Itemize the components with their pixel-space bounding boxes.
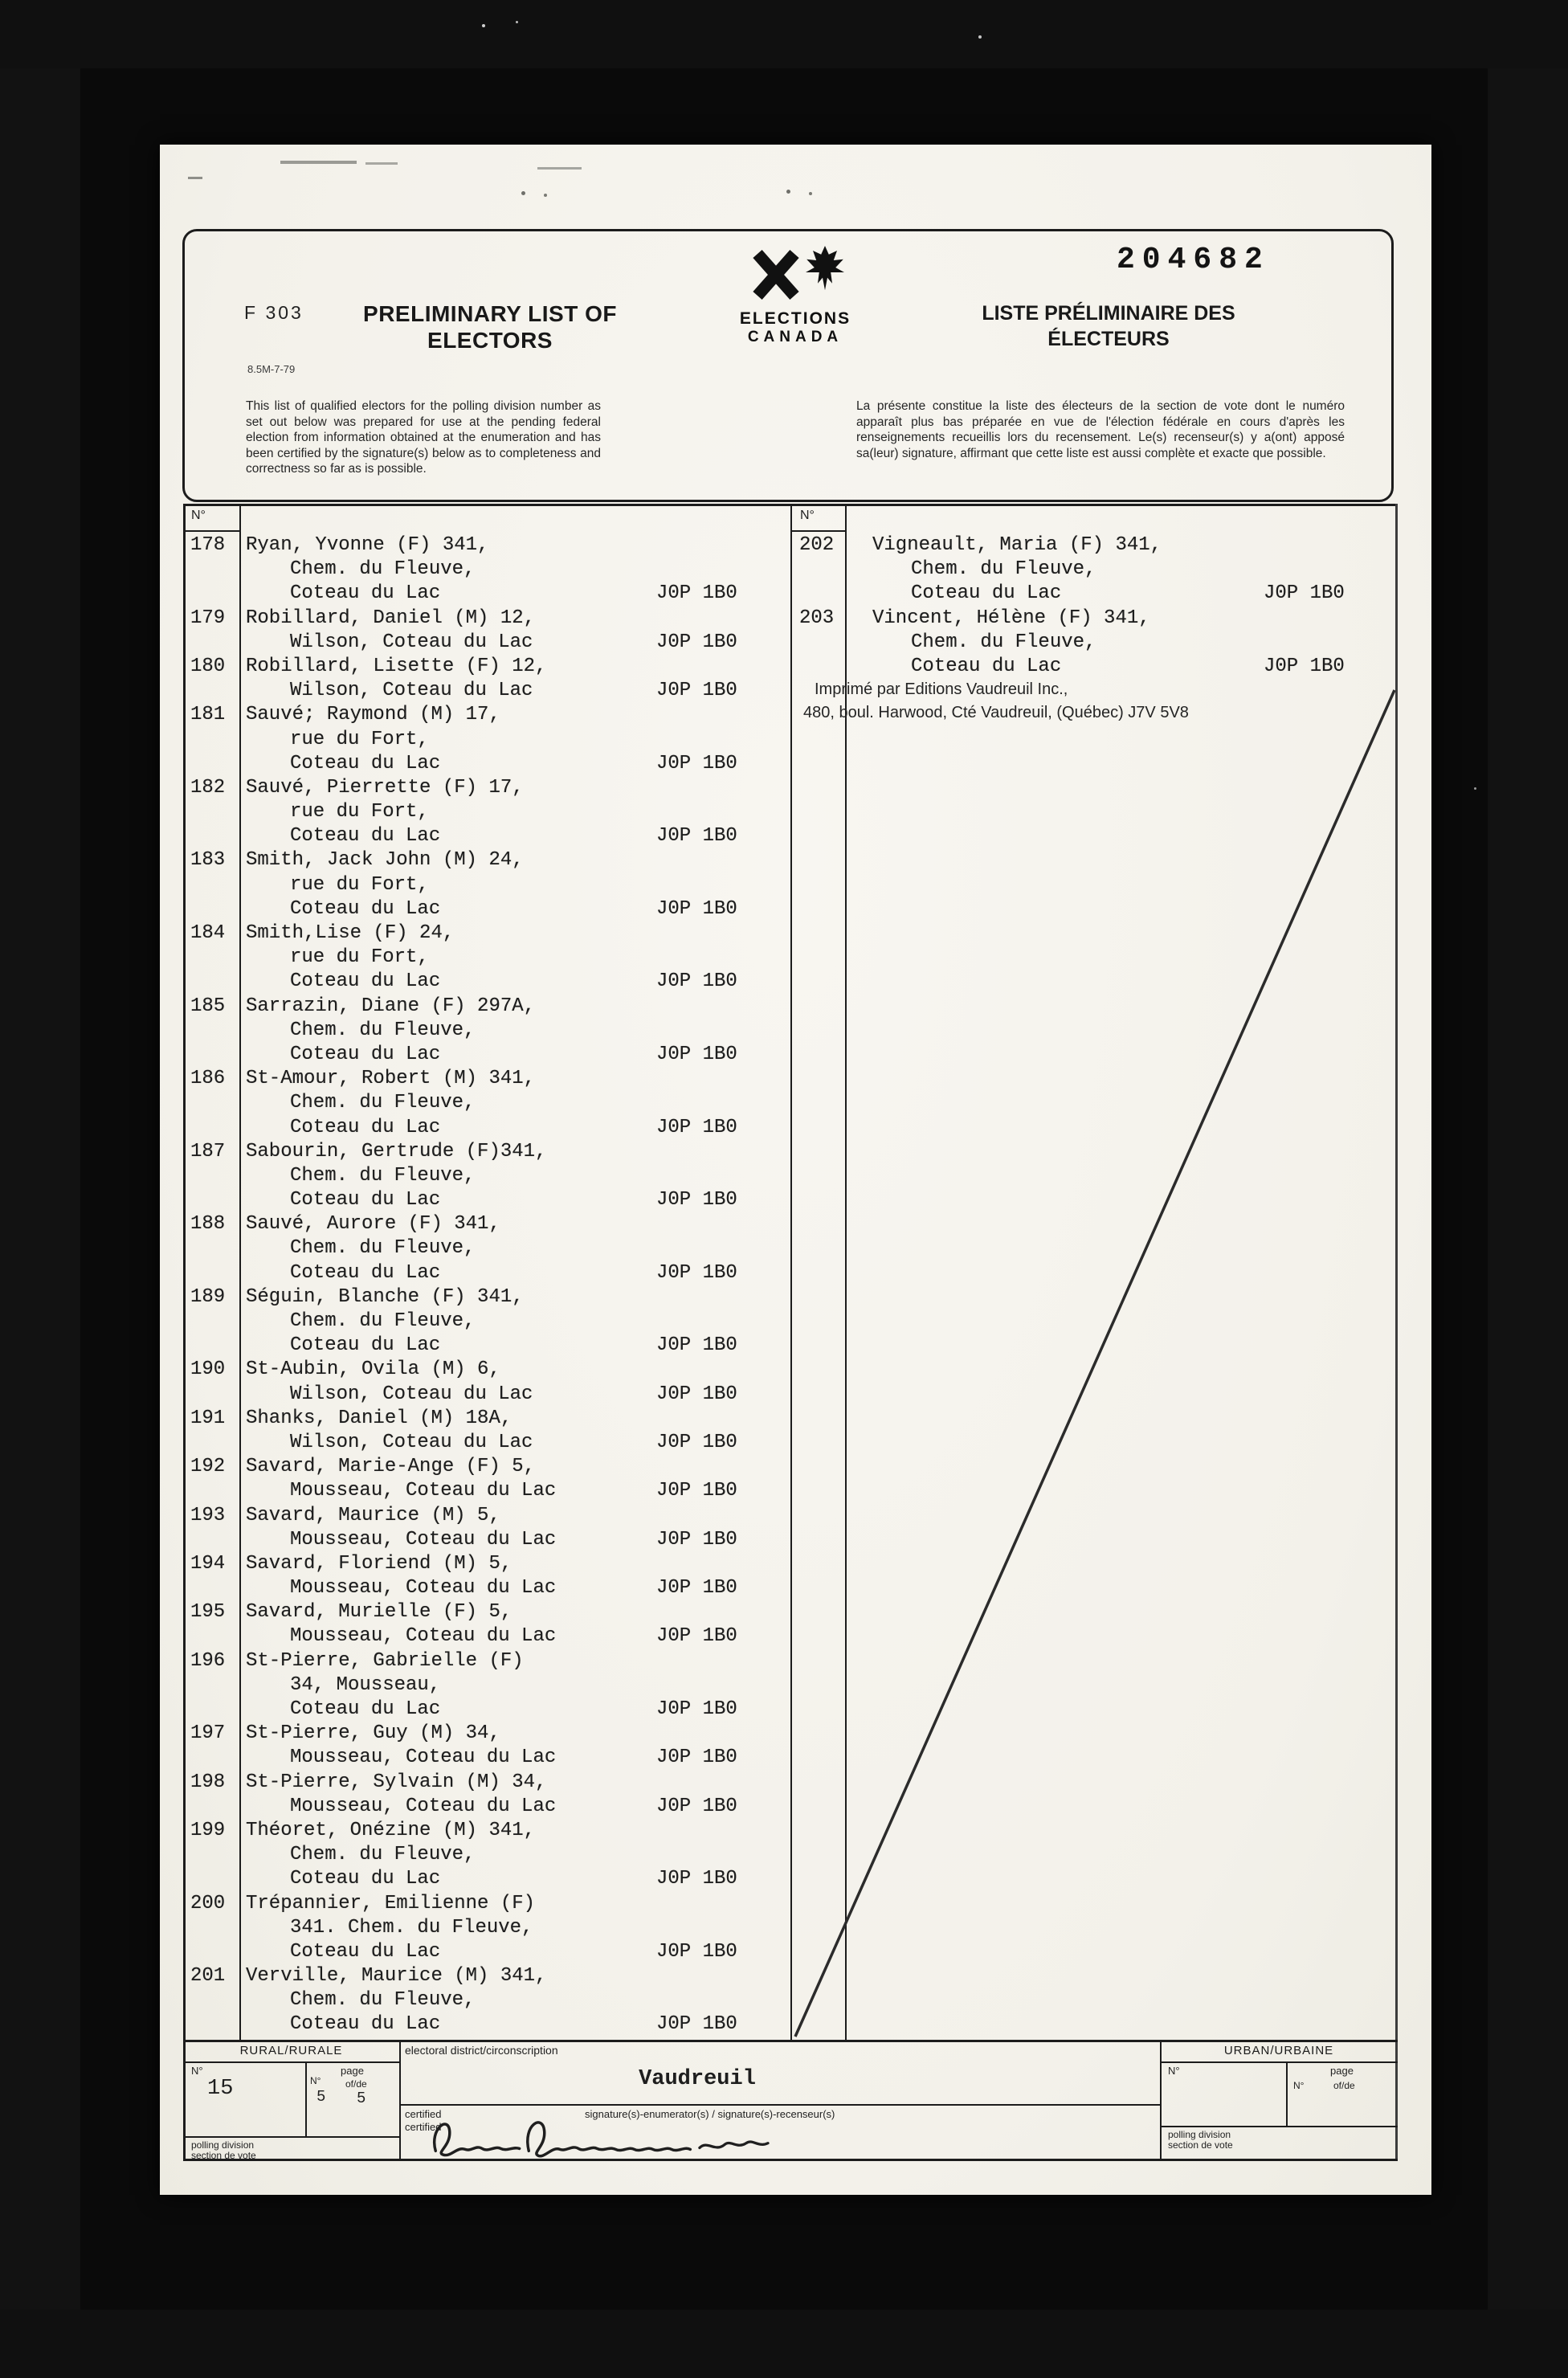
scan-speck [978, 35, 982, 39]
elector-name: St-Amour, Robert (M) 341, [246, 1068, 536, 1090]
elector-entry-line [183, 680, 790, 704]
elector-number: 186 [190, 1068, 226, 1090]
elector-entry [183, 1286, 790, 1359]
elector-number: 200 [190, 1892, 226, 1914]
elector-entry-line [183, 1553, 790, 1577]
elector-city: Mousseau, Coteau du Lac [290, 1747, 557, 1769]
elector-entry-line [183, 1893, 790, 1917]
rural-no-label: N° [191, 2065, 203, 2077]
elector-city: Coteau du Lac [290, 752, 441, 774]
title-french-line1: LISTE PRÉLIMINAIRE DES [982, 302, 1235, 325]
elector-city: Coteau du Lac [290, 1940, 441, 1963]
elector-entry-line [183, 1432, 790, 1456]
elector-entry-line [183, 1019, 790, 1044]
postal-code: J0P 1B0 [656, 1625, 737, 1648]
urban-page-label: page [1330, 2065, 1354, 2077]
electoral-district-value: Vaudreuil [639, 2067, 756, 2091]
elector-entry-line [183, 753, 790, 777]
postal-code: J0P 1B0 [656, 1431, 737, 1453]
elector-number: 179 [190, 607, 226, 629]
urban-polling-rule [1160, 2126, 1398, 2127]
elector-entry [183, 1650, 790, 1723]
postal-code: J0P 1B0 [656, 680, 737, 702]
elector-name: Savard, Murielle (F) 5, [246, 1601, 512, 1624]
scan-artifact-dash [365, 162, 398, 165]
electoral-district-label: electoral district/circonscription [405, 2044, 558, 2057]
elector-entry-line [183, 1334, 790, 1359]
postal-code: J0P 1B0 [656, 582, 737, 605]
elector-entry [183, 1722, 790, 1771]
elector-entry-line [183, 1408, 790, 1432]
scan-artifact-dash [188, 177, 202, 179]
elector-address: Chem. du Fleuve, [911, 558, 1096, 581]
elector-entry [183, 607, 790, 656]
elector-entry-line [183, 558, 790, 582]
number-column-rule-right [845, 504, 847, 2040]
elector-entry-line [183, 1747, 790, 1771]
table-right-rule [1395, 504, 1398, 2161]
elector-name: Verville, Maurice (M) 341, [246, 1965, 547, 1988]
scan-artifact-dash [280, 161, 357, 164]
elector-entry-line [183, 1092, 790, 1116]
elector-entry [183, 1505, 790, 1553]
elector-number: 195 [190, 1601, 226, 1624]
elector-number: 178 [190, 534, 226, 556]
elector-entry-line [183, 704, 790, 728]
elector-name: Sabourin, Gertrude (F)341, [246, 1140, 547, 1162]
urban-polling-division-label2: section de vote [1168, 2139, 1233, 2151]
elector-number: 180 [190, 655, 226, 677]
certified-label-1: certified [405, 2108, 442, 2120]
elector-entry-line [183, 656, 790, 680]
number-column-header-left: N° [191, 509, 206, 522]
column-divider-rule [790, 504, 792, 2040]
elector-number: 196 [190, 1649, 226, 1672]
elector-entry-line [183, 1189, 790, 1213]
footer-certification-band [183, 2040, 1398, 2161]
elector-number: 202 [799, 534, 835, 556]
elector-entry [790, 607, 1398, 680]
elector-entry [183, 1456, 790, 1504]
elector-entry-line [183, 1141, 790, 1165]
elector-entry-line [183, 1917, 790, 1941]
elector-name: Sarrazin, Diane (F) 297A, [246, 995, 536, 1017]
postal-code: J0P 1B0 [656, 1940, 737, 1963]
elector-entry [183, 1408, 790, 1456]
scanned-document-page [160, 145, 1431, 2195]
elector-address: Chem. du Fleuve, [290, 1237, 476, 1260]
elector-entry [183, 1359, 790, 1407]
elector-entry-line [183, 1698, 790, 1722]
elector-address: 34, Mousseau, [290, 1673, 441, 1696]
scan-border-patch [0, 0, 1568, 68]
scan-speck [1474, 787, 1476, 790]
elector-city: Mousseau, Coteau du Lac [290, 1528, 557, 1551]
no-header-cell-rule-left [183, 530, 239, 532]
elector-entry-line [183, 898, 790, 922]
elector-number: 181 [190, 704, 226, 726]
elector-entry-line [183, 1941, 790, 1965]
elector-name: Robillard, Daniel (M) 12, [246, 607, 536, 629]
elector-number: 194 [190, 1552, 226, 1575]
elector-city: Coteau du Lac [290, 2013, 441, 2036]
elector-entry-line [183, 534, 790, 558]
elector-entry-line [183, 825, 790, 849]
elector-address: Chem. du Fleuve, [290, 1019, 476, 1041]
elector-entry-line [183, 1796, 790, 1820]
elector-entry [790, 534, 1398, 607]
postal-code: J0P 1B0 [1264, 655, 1345, 677]
elector-entry-line [790, 607, 1398, 631]
elector-list-table [183, 504, 1398, 2161]
title-english [321, 300, 659, 353]
rural-page-label: page [341, 2065, 364, 2077]
elector-entry-line [183, 849, 790, 873]
elector-entry-line [183, 1237, 790, 1261]
elector-entry-line [183, 1456, 790, 1480]
elector-name: Sauvé; Raymond (M) 17, [246, 704, 500, 726]
rural-page-current: 5 [316, 2088, 326, 2106]
postal-code: J0P 1B0 [656, 825, 737, 848]
elector-number: 191 [190, 1407, 226, 1429]
disclaimer-english: This list of qualified electors for the polling division number as set out below was prepared for use at the pending federal election from information obtained at the enumeration and has been certified by the signature(s) below as to completeness and correctness so far as is possible. [246, 399, 601, 476]
elector-entry-line [790, 582, 1398, 607]
elector-name: St-Pierre, Sylvain (M) 34, [246, 1771, 547, 1793]
elector-name: Théoret, Onézine (M) 341, [246, 1819, 536, 1841]
elector-number: 199 [190, 1819, 226, 1841]
elector-entry-line [183, 1771, 790, 1796]
elector-address: Chem. du Fleuve, [290, 1989, 476, 2012]
postal-code: J0P 1B0 [656, 631, 737, 653]
postal-code: J0P 1B0 [656, 752, 737, 774]
title-french-line2: ÉLECTEURS [1047, 328, 1170, 350]
rural-page-total: 5 [357, 2090, 366, 2107]
serial-stamp-number: 204682 [1117, 243, 1270, 277]
elector-entry-line [183, 777, 790, 801]
elector-number: 185 [190, 995, 226, 1017]
elector-entry-line [183, 922, 790, 946]
disclaimer-french: La présente constitue la liste des électeurs de la section de vote dont le numéro apparaît plus bas préparée en vue de l'élection fédérale en cours d'après les renseignements recueillis lors du recensement. Le(s) recenseur(s) y a(ont) apposé sa(leur) signature, affirmant que cette liste est aussi complète et exacte que possible. [856, 399, 1345, 460]
elector-city: Mousseau, Coteau du Lac [290, 1577, 557, 1600]
elector-entry-line [183, 1625, 790, 1649]
elector-name: Savard, Maurice (M) 5, [246, 1504, 500, 1526]
elector-entry-line [183, 1480, 790, 1504]
elector-entry [183, 1553, 790, 1601]
elector-name: Sauvé, Pierrette (F) 17, [246, 776, 524, 799]
postal-code: J0P 1B0 [656, 1116, 737, 1138]
form-number: F 303 [244, 302, 304, 323]
elector-number: 182 [190, 776, 226, 799]
postal-code: J0P 1B0 [656, 1261, 737, 1284]
urban-polling-division-label1: polling division [1168, 2129, 1231, 2140]
elector-entry-line [790, 631, 1398, 656]
elector-number: 184 [190, 922, 226, 944]
elector-city: Coteau du Lac [290, 970, 441, 993]
elector-entry-line [183, 1844, 790, 1868]
elector-address: Chem. du Fleuve, [290, 1092, 476, 1114]
print-code: 8.5M-7-79 [247, 363, 296, 375]
elector-city: Coteau du Lac [911, 582, 1062, 605]
elector-entry-line [790, 534, 1398, 558]
elector-name: St-Pierre, Gabrielle (F) [246, 1649, 524, 1672]
district-row-rule [399, 2104, 1160, 2106]
elector-entry [183, 704, 790, 777]
elector-entry-line [183, 801, 790, 825]
elector-city: Coteau du Lac [290, 1116, 441, 1138]
elector-name: St-Aubin, Ovila (M) 6, [246, 1359, 500, 1381]
elector-entry-line [183, 1262, 790, 1286]
printer-note-line1: Imprimé par Editions Vaudreuil Inc., [815, 680, 1068, 698]
elector-city: Wilson, Coteau du Lac [290, 680, 533, 702]
elector-name: Vigneault, Maria (F) 341, [872, 534, 1162, 556]
postal-code: J0P 1B0 [656, 1043, 737, 1065]
elector-number: 192 [190, 1456, 226, 1478]
elector-list-right-column [790, 534, 1398, 680]
elector-city: Coteau du Lac [290, 1334, 441, 1357]
elector-city: Coteau du Lac [290, 897, 441, 920]
elector-address: 341. Chem. du Fleuve, [290, 1916, 533, 1939]
elector-entry-line [183, 729, 790, 753]
number-column-header-right: N° [800, 509, 815, 522]
elector-address: Chem. du Fleuve, [911, 631, 1096, 653]
enumerator-signature [416, 2112, 794, 2159]
elector-entry-line [183, 1820, 790, 1844]
elector-city: Coteau du Lac [290, 1261, 441, 1284]
elector-entry-line [183, 1165, 790, 1189]
urban-no-label: N° [1168, 2065, 1180, 2077]
elector-number: 187 [190, 1140, 226, 1162]
elector-entry-line [183, 1722, 790, 1747]
footer-top-rule [183, 2040, 1398, 2042]
postal-code: J0P 1B0 [656, 1577, 737, 1600]
elector-name: Vincent, Hélène (F) 341, [872, 607, 1150, 629]
elector-address: Chem. du Fleuve, [290, 558, 476, 581]
elector-entry-line [790, 656, 1398, 680]
urban-page-no-label: N° [1293, 2080, 1305, 2091]
elector-city: Mousseau, Coteau du Lac [290, 1795, 557, 1817]
elector-name: Savard, Floriend (M) 5, [246, 1552, 512, 1575]
postal-code: J0P 1B0 [656, 1383, 737, 1405]
postal-code: J0P 1B0 [656, 1698, 737, 1720]
urban-ofde-label: of/de [1333, 2080, 1355, 2091]
elector-name: Ryan, Yvonne (F) 341, [246, 534, 489, 556]
elector-entry [183, 849, 790, 922]
no-header-cell-rule-right [790, 530, 845, 532]
elector-entry-line [183, 1068, 790, 1092]
rural-polling-rule [183, 2136, 399, 2138]
elector-city: Coteau du Lac [290, 1189, 441, 1211]
elector-entry-line [183, 1577, 790, 1601]
form-header-box [182, 229, 1394, 502]
urban-label: URBAN/URBAINE [1223, 2044, 1334, 2057]
title-english-line1: PRELIMINARY LIST OF [363, 301, 617, 326]
maple-leaf-x-icon [735, 246, 855, 310]
elector-entry [183, 1213, 790, 1286]
scan-artifact-dot [786, 190, 790, 194]
elector-entry-line [183, 1674, 790, 1698]
elector-entry-line [183, 1650, 790, 1674]
logo-text-elections: ELECTIONS [739, 309, 851, 328]
elector-entry-line [183, 1965, 790, 1989]
elector-number: 198 [190, 1771, 226, 1793]
postal-code: J0P 1B0 [1264, 582, 1345, 605]
rural-ofde-label: of/de [345, 2078, 367, 2090]
elector-entry-line [183, 1383, 790, 1408]
elector-name: Savard, Marie-Ange (F) 5, [246, 1456, 536, 1478]
scan-artifact-dot [544, 194, 547, 197]
elector-city: Wilson, Coteau du Lac [290, 631, 533, 653]
elector-entry-line [183, 582, 790, 607]
elector-city: Coteau du Lac [290, 582, 441, 605]
elector-number: 201 [190, 1965, 226, 1988]
elector-list-left-column [183, 534, 790, 2038]
printer-note-line2: 480, boul. Harwood, Cté Vaudreuil, (Québec) J7V 5V8 [803, 704, 1189, 721]
elector-entry [183, 995, 790, 1068]
elector-address: rue du Fort, [290, 873, 429, 896]
elector-entry [183, 1068, 790, 1141]
urban-box-left-rule [1160, 2040, 1162, 2161]
title-french [940, 300, 1277, 352]
elector-entry-line [183, 1286, 790, 1310]
elector-name: Sauvé, Aurore (F) 341, [246, 1213, 500, 1236]
scan-artifact-dash [537, 167, 582, 170]
elector-city: Coteau du Lac [290, 1698, 441, 1720]
elector-address: rue du Fort, [290, 801, 429, 823]
scan-border-patch [0, 0, 80, 2378]
postal-code: J0P 1B0 [656, 2013, 737, 2036]
rural-header-rule [183, 2061, 399, 2063]
postal-code: J0P 1B0 [656, 970, 737, 993]
elector-entry-line [183, 631, 790, 656]
postal-code: J0P 1B0 [656, 1189, 737, 1211]
urban-header-rule [1160, 2061, 1398, 2063]
elector-entry-line [183, 1868, 790, 1892]
rural-polling-division-label2: section de vote [191, 2150, 256, 2161]
postal-code: J0P 1B0 [656, 1528, 737, 1551]
elector-name: St-Pierre, Guy (M) 34, [246, 1722, 500, 1745]
elector-entry-line [183, 1310, 790, 1334]
elector-name: Séguin, Blanche (F) 341, [246, 1285, 524, 1308]
postal-code: J0P 1B0 [656, 897, 737, 920]
scan-speck [482, 24, 485, 27]
elector-entry-line [183, 946, 790, 970]
polling-division-number: 15 [207, 2077, 234, 2101]
elector-entry [183, 922, 790, 995]
scan-artifact-dot [809, 192, 812, 195]
elector-number: 193 [190, 1504, 226, 1526]
scan-border-patch [0, 2310, 1568, 2378]
elector-city: Coteau du Lac [290, 1043, 441, 1065]
rural-polling-division-label1: polling division [191, 2139, 255, 2151]
elector-city: Wilson, Coteau du Lac [290, 1431, 533, 1453]
elector-entry-line [183, 1359, 790, 1383]
elector-address: Chem. du Fleuve, [290, 1310, 476, 1332]
elector-entry-line [183, 1505, 790, 1529]
scan-border-patch [1488, 0, 1568, 2378]
logo-text-canada: CANADA [747, 329, 843, 345]
elector-number: 203 [799, 607, 835, 629]
elector-address: rue du Fort, [290, 946, 429, 969]
elections-canada-logo [707, 246, 884, 346]
elector-name: Smith, Jack John (M) 24, [246, 849, 524, 872]
elector-city: Coteau du Lac [290, 1868, 441, 1890]
elector-name: Smith,Lise (F) 24, [246, 922, 455, 944]
elector-entry [183, 1820, 790, 1893]
elector-entry-line [183, 1529, 790, 1553]
elector-entry [183, 1965, 790, 2038]
elector-entry-line [183, 1601, 790, 1625]
elector-entry [183, 777, 790, 850]
elector-entry-line [183, 1044, 790, 1068]
elector-name: Shanks, Daniel (M) 18A, [246, 1407, 512, 1429]
elector-entry-line [183, 607, 790, 631]
scan-speck [516, 21, 518, 23]
elector-entry [183, 534, 790, 607]
elector-entry [183, 1771, 790, 1820]
elector-entry [183, 1893, 790, 1966]
signature-label: signature(s)-enumerator(s) / signature(s)-recenseur(s) [585, 2108, 835, 2120]
rural-page-no-label: N° [310, 2075, 321, 2086]
postal-code: J0P 1B0 [656, 1747, 737, 1769]
postal-code: J0P 1B0 [656, 1480, 737, 1502]
rural-box-right-rule [399, 2040, 401, 2161]
elector-city: Mousseau, Coteau du Lac [290, 1480, 557, 1502]
scan-artifact-dot [521, 191, 525, 195]
elector-number: 190 [190, 1359, 226, 1381]
certified-label-2: certified [405, 2121, 442, 2133]
elector-entry-line [183, 1989, 790, 2013]
elector-address: rue du Fort, [290, 728, 429, 750]
elector-city: Coteau du Lac [911, 655, 1062, 677]
postal-code: J0P 1B0 [656, 1868, 737, 1890]
elector-entry-line [183, 1117, 790, 1141]
elector-entry-line [183, 874, 790, 898]
elector-entry-line [790, 558, 1398, 582]
elector-entry-line [183, 995, 790, 1019]
elector-entry-line [183, 1213, 790, 1237]
elector-number: 189 [190, 1285, 226, 1308]
footer-bottom-rule [183, 2159, 1398, 2161]
elector-entry [183, 656, 790, 704]
elector-address: Chem. du Fleuve, [290, 1164, 476, 1187]
elector-name: Trépannier, Emilienne (F) [246, 1892, 536, 1914]
elector-number: 188 [190, 1213, 226, 1236]
elector-number: 183 [190, 849, 226, 872]
elector-city: Mousseau, Coteau du Lac [290, 1625, 557, 1648]
elector-entry-line [183, 2013, 790, 2037]
elector-entry [183, 1601, 790, 1649]
elector-name: Robillard, Lisette (F) 12, [246, 655, 547, 677]
elector-address: Chem. du Fleuve, [290, 1844, 476, 1866]
rural-label: RURAL/RURALE [239, 2044, 343, 2057]
elector-city: Wilson, Coteau du Lac [290, 1383, 533, 1405]
elector-entry [183, 1141, 790, 1214]
postal-code: J0P 1B0 [656, 1334, 737, 1357]
elector-city: Coteau du Lac [290, 825, 441, 848]
postal-code: J0P 1B0 [656, 1795, 737, 1817]
title-english-line2: ELECTORS [427, 328, 553, 353]
elector-entry-line [183, 970, 790, 995]
elector-number: 197 [190, 1722, 226, 1745]
